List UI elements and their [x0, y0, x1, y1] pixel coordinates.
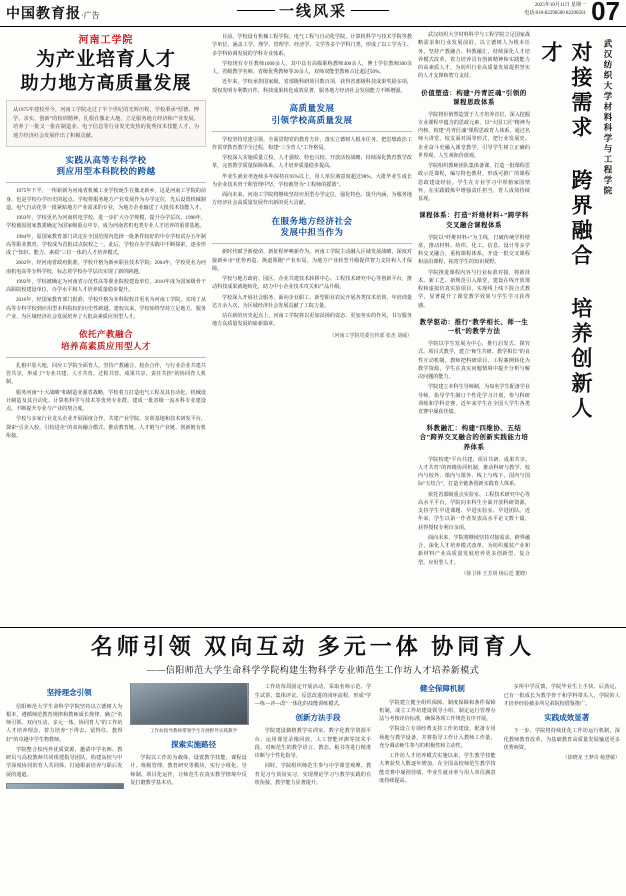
article-head-4: 高质量发展 引领学校高质量发展: [271, 102, 353, 125]
paragraph: 站在新的历史起点上，河南工学院将以更加昂扬的姿态、更加务实的作风，书写服务地方高质量发展的崭新篇章。: [212, 313, 412, 328]
bottom-columns: [6, 683, 620, 788]
right-head-4: 科教融汇：构建“四维协、五结合”跨界交叉融合的创新实践能力培养体系: [419, 425, 529, 451]
left-lead-paragraph: 从1975年建校至今，河南工学院走过了半个世纪的光辉历程，学校秉承“厚德、博学、求实、创新”的校训精神，扎根在豫北大地，立足服务地方经济和产业发展，培养了一批又一批在制造业、电子信息等行业发光发热的优秀技术技能人才，为地方经济社会发展作出了积极贡献。: [6, 100, 206, 146]
page-number: 07: [591, 0, 620, 26]
right-column: [418, 31, 620, 577]
vertical-title-block: [530, 37, 616, 507]
bottom-head-4: 健全保障机制: [419, 684, 465, 694]
paragraph: 学院以工作坊为载体，设置教学技能、课程设计、班级管理、教育研究等模块，实行小班化、导师制、项目化运作，让师范生在真实教学情境中反复打磨教学基本功。: [130, 755, 247, 786]
article-body-4: [212, 136, 412, 208]
divider: [212, 131, 412, 132]
issue-date: 2025年10月11日 星期一: [534, 3, 586, 8]
bottom-byline: （徐晓龙 王梦奇 杨慧敏）: [562, 756, 620, 762]
right-body-3: [418, 340, 530, 416]
paragraph: 面向未来，河南工学院将继续坚持应用型办学定位，强化特色、提升内涵，为服务地方经济社会高质量发展作出新的更大贡献。: [212, 192, 412, 207]
paragraph: 学校现有专任教师1000余人，其中具有高级职称教师400余人，博士学位教师300余人，省级教学名师、省级优秀教师等20余人，双师双能型教师占比超过50%。: [212, 60, 412, 75]
paragraph: 下一步，学院将持续优化工作坊运行机制，深化教师教育改革，为基础教育高质量发展输送更多优秀师资。: [503, 728, 620, 751]
paragraph: 2016年，经国家教育部门批准，学校升格为本科院校并更名为河南工学院，实现了从高等专科学校到应用型本科院校的历史性跨越。建校以来，学校始终坚持立足地方、服务产业，为区域经济社会发展培养了大批高素质应用型人才。: [6, 297, 206, 320]
bottom-head-5: 实践成效显著: [544, 713, 590, 723]
paper-subtitle: ·广告: [81, 11, 100, 20]
article-body-2: [6, 362, 206, 440]
paragraph: 工作坊人才培养模式实施以来，学生教学技能大赛获奖人数逐年增加，在全国高校师范生教学技能竞赛中屡创佳绩，毕业生就业率与用人单位满意度持续提高。: [379, 753, 496, 784]
paragraph: 面向未来，学院将继续坚持对接需求、跨界融合，深化人才培养模式改革，为纺织服装产业和新材料产业高质量发展培养更多创新型、复合型、应用型人才。: [418, 534, 530, 566]
paper-name-text: 中国教育报: [6, 7, 81, 22]
paragraph: 学院建设微格教学实训室、数字化教学资源平台，运用课堂录像回放、人工智能评测等技术手段，对师范生的教学语言、教态、板书等进行精准诊断与个性化指导。: [254, 728, 372, 760]
masthead: [0, 0, 626, 27]
right-body-1: [418, 111, 530, 204]
left-article-byline: （河南工学院党委宣传部 张杰 刘威）: [329, 333, 412, 339]
article-head-1: 实践从高等专科学校 到应用型本科院校的跨越: [56, 154, 156, 177]
paragraph: 1984年，原国家教育部门决定在全国范围内选择一批条件较好的中专学校试办五年制高等职业教育，学校成为首批试点院校之一。此后，学校在办学实践中不断探索，逐步形成了“知识、能力、素质”三位一体的人才培养模式。: [6, 233, 206, 257]
article-body-3: [212, 33, 412, 95]
paragraph: 学院将价值塑造置于人才培养首位，深入挖掘专业课程中蕴含的思政元素，以“大国工匠”精神为内核，构建“丹青匠魂”课程思政育人体系。通过名师大讲堂、校友面对面等形式，把行业发展史、企业奋斗史融入课堂教学，引导学生树立正确的世界观、人生观和价值观。: [418, 111, 530, 159]
article-head-5: 在服务地方经济社会 发展中担当作为: [271, 215, 353, 238]
left-org-name: 河南工学院: [78, 35, 134, 46]
right-org-name: 武汉纺织大学材料科学与工程学院: [603, 39, 613, 197]
bottom-head-1: 坚持理念引领: [46, 688, 92, 698]
right-intro: [418, 31, 530, 81]
middle-column: [212, 31, 412, 339]
bottom-col-2: [255, 683, 371, 787]
bottom-subheadline: ——信阳师范大学生命科学学院构建生物科学专业师范生工作坊人才培养新模式: [146, 665, 480, 676]
paragraph: 毕业生就业率连续多年保持在95%以上，用人单位满意度超过98%，大批毕业生成长为企业技术骨干和管理中坚，学校被誉为“工程师的摇篮”。: [212, 173, 412, 188]
paragraph: 工作坊每周固定开展活动，采取名师示范、学生试讲、集体评议、反思改进的闭环流程，形成“学—练—评—改”一体化的技能训练模式。: [254, 684, 372, 707]
paragraph: 学校深入开展社会服务，面向企业职工、新型职业农民开展各类技术培训，年培训量达万余人次，为区域经济社会发展贡献了工院力量。: [212, 294, 412, 309]
right-vertical-headline: 对接需求 跨界融合 培养创新人才: [539, 41, 593, 422]
paragraph: 学院构建“平台共建、项目共研、成果共享、人才共育”的四维协同机制，推动科研与教学、校内与校外、课内与课外、线上与线下、国内与国际“五结合”，打造全链条创新实践育人体系。: [418, 456, 530, 488]
divider: [6, 357, 206, 358]
paragraph: 学院组织教师团队集体备课，打造一批课程思政示范课程，编写特色教材，形成可推广的课程思政建设经验。学生在专业学习中厚植家国情怀，在实践锻炼中增强责任担当，育人成效持续显现。: [418, 163, 530, 203]
paragraph: 学院建立健全组织保障、制度保障和条件保障机制，成立工作坊建设领导小组，制定运行管理办法与考核评价标准，确保各项工作规范有序开展。: [379, 699, 496, 723]
article-head-2: 依托产教融合 培养高素质应用型人才: [60, 329, 151, 351]
issue-meta: [524, 2, 586, 17]
paragraph: 1993年，学校更名为河南机电学校，进一步扩大办学规模，提升办学层次。1998年，学校被原国家教委确定为国家级重点中专，成为河南省机电类专业人才培养的重要基地。: [6, 215, 206, 230]
photo-caption: 工作坊指导教师带领学生开展野外实践教学: [149, 728, 238, 734]
bottom-headline: 名师引领 双向互动 多元一体 协同育人: [90, 634, 536, 659]
bottom-col-5: [504, 712, 620, 763]
section-title-text: 一线风采: [278, 4, 348, 20]
paragraph: 学校与地方政府、园区、企业共建技术转移中心、工程技术研究中心等创新平台，推动科技成果就地转化，助力中小企业技术攻关和产品升级。: [212, 276, 412, 291]
bottom-col-3: [379, 683, 495, 750]
paragraph: 学院以“纤维材料+”为主线，打破传统学科壁垒，推动材料、纺织、化工、信息、设计等多学科交叉融合，重构课程体系，开设一批交叉课程和前沿课程，拓宽学生的知识视野。: [418, 234, 530, 266]
top-area: [0, 27, 626, 628]
paragraph: 学校坚持党建引领，全面贯彻党的教育方针，落实立德树人根本任务，把思想政治工作贯穿教育教学全过程，构建“三全育人”工作格局。: [212, 136, 412, 151]
rule-right: [351, 10, 389, 11]
paragraph: 近年来，学校承担国家级、省部级科研项目数百项，获得省部级科技成果奖励多项，授权发明专利数百件，科技成果转化成效显著，服务地方经济社会发展能力不断增强。: [212, 79, 412, 94]
issue-phone: 电话:010-82296500 82296561: [524, 10, 586, 16]
rule-left: [237, 10, 275, 11]
right-head-3: 教学驱动：推行“教学相长、师一生一机”的教学方法: [419, 318, 529, 335]
right-body-4: [418, 456, 530, 567]
bottom-feature: [0, 628, 626, 789]
paragraph: 学院建立本科生导师制，为每名学生配备学业导师，指导学生制订个性化学习计划，参与科研训练和学科竞赛，近年来学生在全国大学生各类竞赛中屡获佳绩。: [418, 384, 530, 416]
divider: [6, 182, 206, 183]
bottom-head-3: 创新方法手段: [295, 713, 341, 723]
divider: [212, 243, 412, 244]
paragraph: 武汉纺织大学材料科学与工程学院立足国家战略需求和行业发展前沿，以立德树人为根本任务，坚持产教融合、科教融汇，持续深化人才培养模式改革，着力培养具有创新精神和实践能力的高素质人才，为纺织行业高质量发展提供坚实的人才支撑和智力支持。: [418, 32, 530, 80]
paragraph: 1975年下半，一所崭新为河南省机械工业学校诞生在豫北新乡，这是河南工学院的前身，也是学校办学历史的起点。学校将服务地方产业发展作为办学定位，先后设置机械制造、电气自动化等一批紧贴地方产业需求的专业，为地方企业输送了大批技术技能人才。: [6, 188, 206, 211]
paragraph: 学院推进课程内容与行业标准对接，将新技术、新工艺、新规范引入课堂，建设在线开放课程和虚拟仿真实验项目，实现线上线下混合式教学，显著提升了课堂教学效果与学生学习获得感。: [418, 269, 530, 309]
paragraph: 信阳师范大学生命科学学院坚持以立德树人为根本，遵循师范教育规律和教师成长规律，确立“名师引领、双向互动、多元一体、协同育人”的工作坊人才培养理念，着力培养“下得去、留得住、教得好”的卓越中学生物教师。: [6, 703, 123, 743]
right-body-2: [418, 234, 530, 310]
paragraph: 学院整合校内外优质资源，邀请中学名师、教研员与高校教师共同组建指导团队，构建高校与中学深度协同的育人共同体，打通职前培养与职后发展的通道。: [6, 746, 123, 778]
bottom-head-2: 探索实施路径: [171, 739, 217, 749]
paragraph: 学校深入实施质量立校、人才强校、特色兴校、开放活校战略，持续深化教育教学改革，完善教学质量保障体系，人才培养质量稳步提高。: [212, 155, 412, 170]
bottom-col-1: [6, 683, 247, 788]
paper-name: [0, 0, 100, 23]
paragraph: 依托省部级重点实验室、工程技术研究中心等高水平平台，学院向本科生全面开放科研资源，支持学生早进课题、早进实验室、早进团队。近年来，学生以第一作者发表高水平论文数十篇，获得授权专利百余项。: [418, 491, 530, 531]
paragraph: 学院以学生发展为中心，推行启发式、探究式、项目式教学，建立“师生共研、教学相长”的良性互动机制。教师把科研项目、工程案例转化为教学资源，学生在真实问题情境中提升分析与解决问题的能力。: [418, 341, 530, 381]
paragraph: 新时代赋予新使命，新征程呼唤新作为。河南工学院主动融入区域发展战略，深度对接新乡市“优势再造、换道领跑”产业布局，为地方产业转型升级提供智力支持和人才保障。: [212, 249, 412, 272]
right-article-byline: （徐卫林 王芳妍 杨后廷 董晓）: [461, 571, 530, 577]
paragraph: 2002年，经河南省政府批准，学校升格为新乡职业技术学院；2004年，学校更名为河南机电高等专科学校，标志着学校办学层次实现了新的跨越。: [6, 260, 206, 275]
right-head-1: 价值塑造：构建“丹青匠魂”引领的课程思政体系: [421, 89, 527, 106]
paragraph: 同时，学院组织师范生参与中学课堂观摩、教育见习与顶岗实习，实现理论学习与教学实践的有机衔接，教学能力显著提升。: [254, 763, 372, 786]
paragraph: 1992年，学校被确定为河南省示范性高等职业院校建设单位，2010年成为国家级骨干高职院校建设单位，办学水平和人才培养质量稳步提升。: [6, 278, 206, 294]
paragraph: 多所中学反馈，学院毕业生上手快、后劲足，已有一批成长为教学骨干和学科带头人，学院的人才培养经验被多所兄弟院校借鉴推广。: [503, 684, 620, 707]
left-column: [6, 31, 206, 442]
right-head-2: 课程体系：打造“纤维材料+”跨学科交叉融合课程体系: [419, 212, 529, 229]
article-body-5: [212, 248, 412, 328]
article-body-1: [6, 187, 206, 321]
paragraph: 学院设立专项经费支持工作坊建设，配备专用场地与教学设备，并将指导工作计入教师工作量，充分调动师生参与的积极性和主动性。: [379, 726, 496, 749]
paragraph: 服务河南“十大战略”和制造业强省战略，学校着力打造电气工程及其自动化、机械设计制造及其自动化、计算机科学与技术等优势专业群，建成一批省级一流本科专业建设点，不断提升专业与产业的契合度。: [6, 389, 206, 413]
left-headline: [6, 48, 206, 94]
left-headline-line1: 为产业培育人才: [35, 49, 176, 70]
paragraph: 学校与多家行业龙头企业开展深度合作，共建产业学院、实训基地和技术研发平台，探索“引企入校、引校进企”的双向融合模式，推动教育链、人才链与产业链、创新链有机衔接。: [6, 416, 206, 439]
section-title: [237, 0, 389, 21]
left-headline-line2: 助力地方高质量发展: [20, 72, 192, 93]
paragraph: 扎根中原大地，回应工学院全面育人，坚持产教融合、校企合作，与行业企业共建共管共享，形成了“专业共建、人才共育、过程共管、成果共享、责任共担”的协同育人机制。: [6, 362, 206, 386]
paragraph: 目前，学校设有机械工程学院、电气工程与自动化学院、计算机科学与技术学院等教学单位，涵盖工学、理学、管理学、经济学、文学等多个学科门类，形成了以工学为主、多学科协调发展的学科专业体系。: [212, 34, 412, 57]
